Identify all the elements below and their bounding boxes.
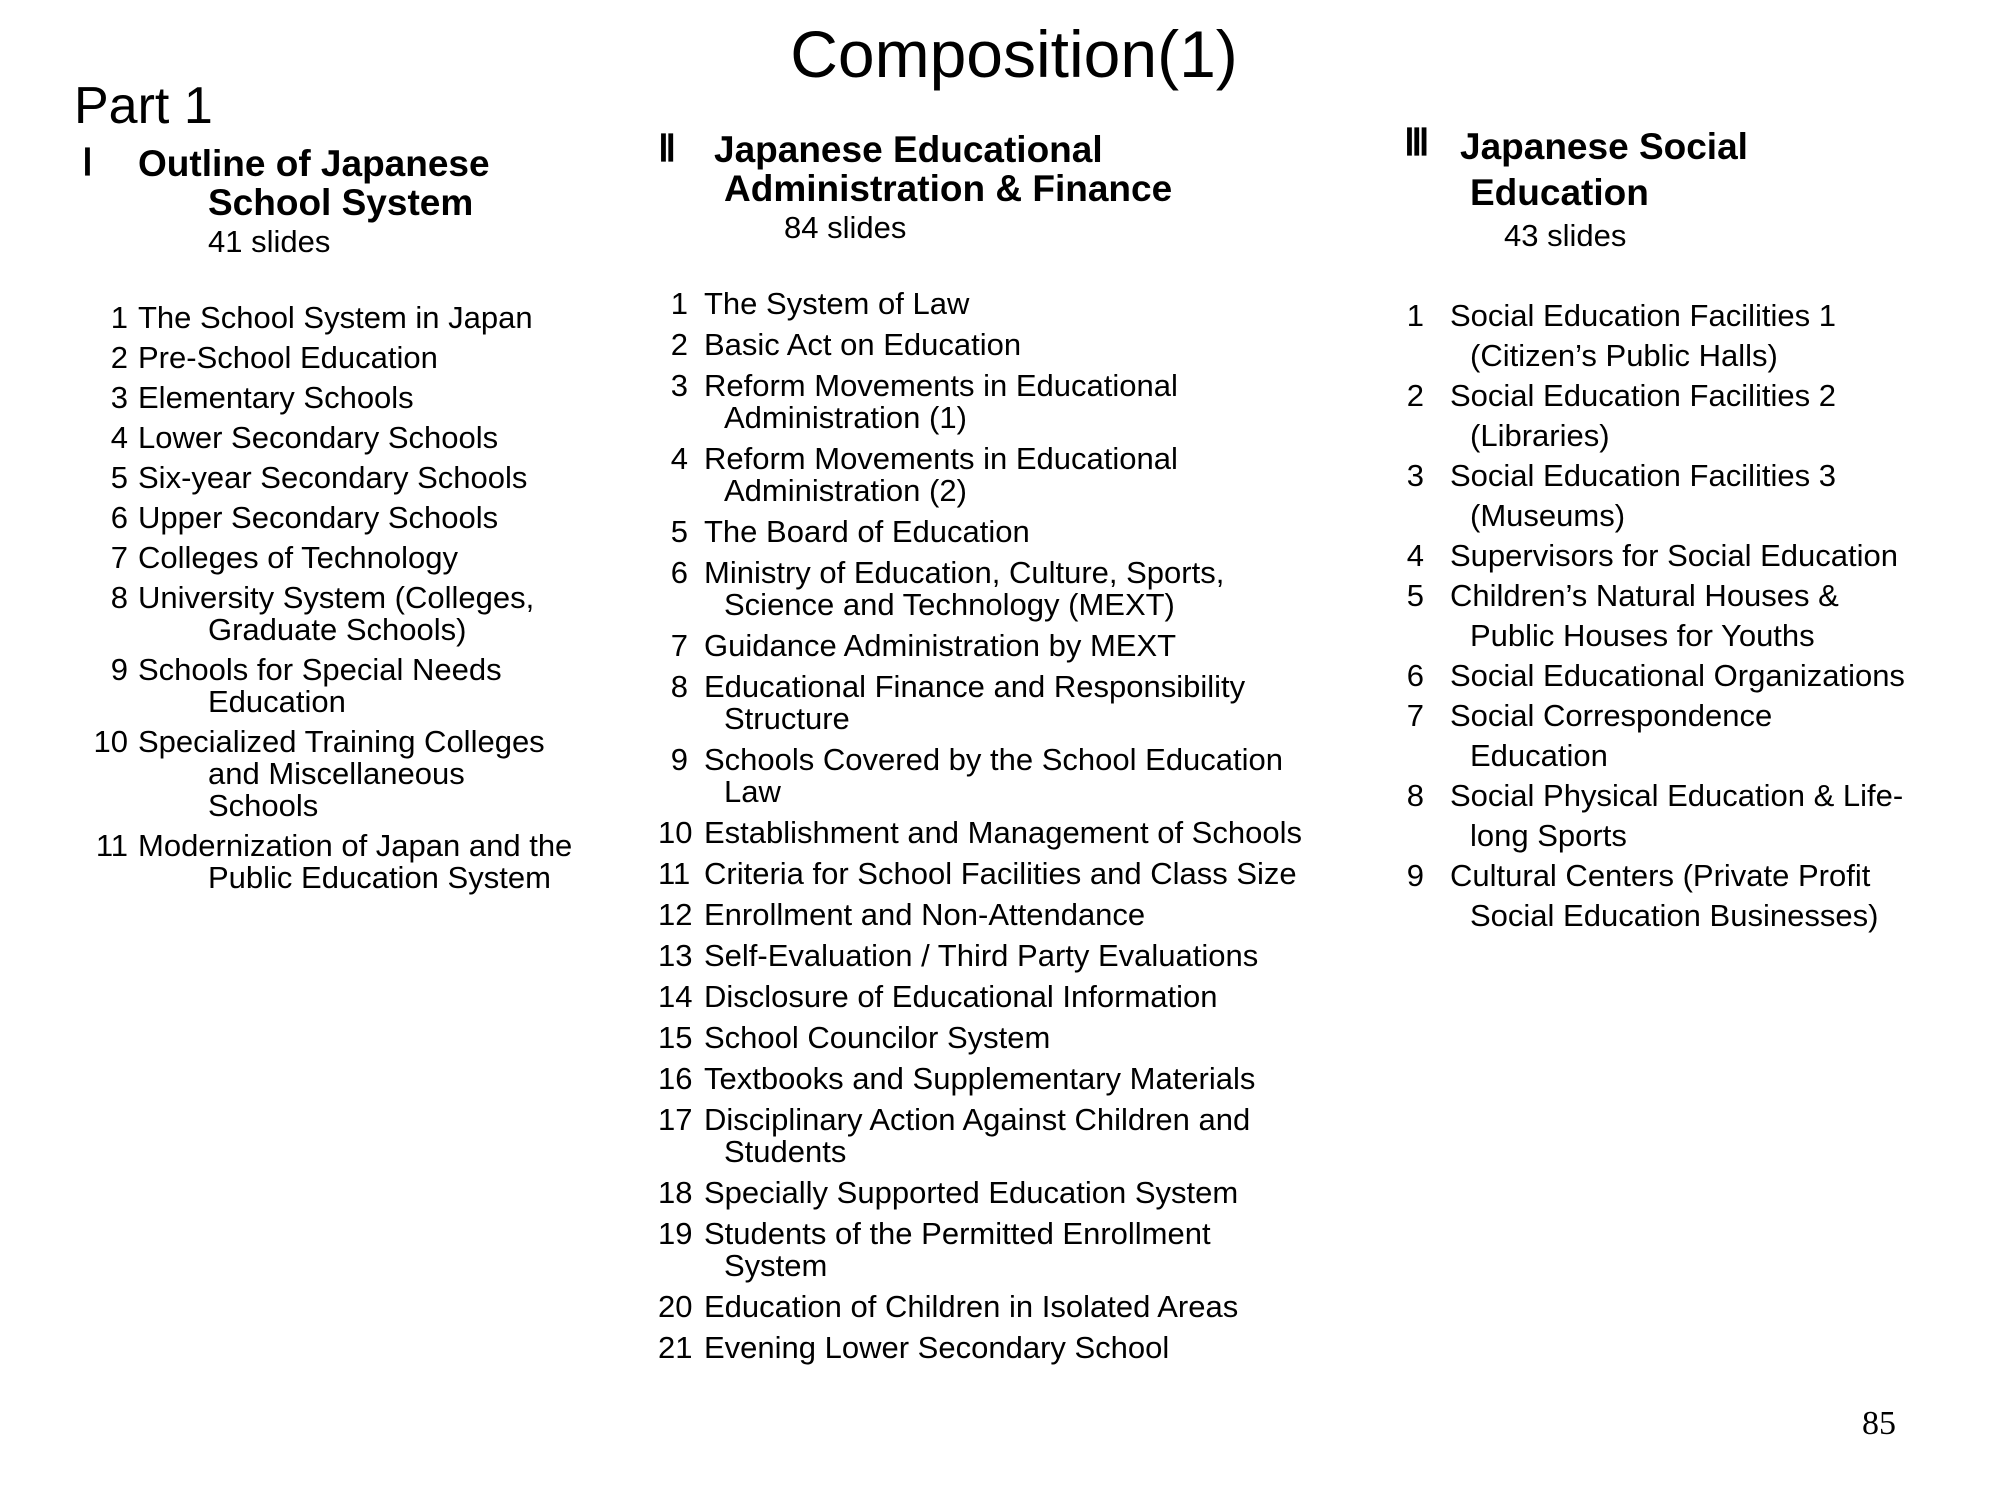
list-item — [82, 582, 622, 646]
section-2-heading — [658, 130, 1378, 208]
section-2-title-line1: Japanese Educational — [714, 129, 1103, 170]
section-2 — [658, 130, 1378, 1373]
list-item-text-continued: Social Education Businesses) — [1470, 898, 1879, 933]
list-item-number: 9 — [110, 652, 128, 687]
list-item-text: Upper Secondary Schools — [138, 500, 499, 535]
list-item-text: Colleges of Technology — [138, 540, 458, 575]
list-item-text: Reform Movements in Educational — [704, 368, 1178, 403]
list-item-text: Supervisors for Social Education — [1450, 538, 1899, 573]
list-item — [658, 1104, 1378, 1168]
list-item-text-continued: Public Education System — [208, 860, 551, 895]
page-title: Composition(1) — [790, 17, 1238, 91]
list-item-text: Modernization of Japan and the — [138, 828, 573, 863]
list-item-number: 17 — [658, 1102, 693, 1137]
list-item-number: 16 — [658, 1061, 693, 1096]
list-item — [658, 288, 1378, 320]
list-item-number: 3 — [110, 380, 128, 415]
section-1-slide-count: 41 slides — [208, 224, 331, 259]
list-item-number: 2 — [670, 327, 688, 362]
list-item-text: Reform Movements in Educational — [704, 441, 1178, 476]
list-item-text-continued: Education — [1470, 738, 1608, 773]
list-item-number: 5 — [110, 460, 128, 495]
list-item-number: 8 — [670, 669, 688, 704]
list-item-text: Elementary Schools — [138, 380, 414, 415]
list-item — [658, 370, 1378, 434]
list-item — [658, 671, 1378, 735]
list-item — [1404, 776, 1984, 856]
section-1-heading — [82, 144, 622, 222]
list-item-text: Social Correspondence — [1450, 698, 1773, 733]
list-item-text: The System of Law — [704, 286, 970, 321]
list-item — [1404, 376, 1984, 456]
list-item-text: Social Physical Education & Life- — [1450, 778, 1904, 813]
list-item-text: Disclosure of Educational Information — [704, 979, 1218, 1014]
list-item — [658, 1291, 1378, 1323]
list-item-number: 9 — [670, 742, 688, 777]
list-item — [1404, 536, 1984, 576]
list-item — [1404, 656, 1984, 696]
list-item-number: 10 — [93, 724, 128, 759]
list-item-number: 6 — [110, 500, 128, 535]
list-item-number: 7 — [670, 628, 688, 663]
list-item — [82, 830, 622, 894]
list-item-number: 6 — [670, 555, 688, 590]
list-item-number: 18 — [658, 1175, 693, 1210]
list-item — [658, 940, 1378, 972]
list-item-number: 10 — [658, 815, 693, 850]
section-3-list — [1404, 296, 1984, 936]
list-item-text: Social Educational Organizations — [1450, 658, 1905, 693]
list-item — [1404, 696, 1984, 776]
list-item-text-continued: Schools — [208, 788, 319, 823]
list-item-number: 4 — [1406, 538, 1424, 573]
list-item — [658, 858, 1378, 890]
list-item-text: Social Education Facilities 1 — [1450, 298, 1836, 333]
list-item-text-continued: Students — [724, 1134, 847, 1169]
list-item-text-continued: Graduate Schools) — [208, 612, 467, 647]
list-item-text-continued: (Museums) — [1470, 498, 1626, 533]
list-item — [658, 744, 1378, 808]
section-2-list — [658, 288, 1378, 1364]
list-item-number: 14 — [658, 979, 693, 1014]
list-item — [82, 654, 622, 718]
list-item — [1404, 296, 1984, 376]
list-item-number: 7 — [110, 540, 128, 575]
section-3-numeral: Ⅲ — [1404, 123, 1430, 164]
list-item-text: Lower Secondary Schools — [138, 420, 499, 455]
page-number: 85 — [1862, 1405, 1896, 1442]
list-item-text: University System (Colleges, — [138, 580, 535, 615]
section-3-slide-count: 43 slides — [1504, 218, 1627, 253]
list-item-text: Specialized Training Colleges — [138, 724, 545, 759]
list-item-text-continued: (Citizen’s Public Halls) — [1470, 338, 1778, 373]
list-item — [658, 1177, 1378, 1209]
list-item — [82, 342, 622, 374]
list-item-text-continued: Public Houses for Youths — [1470, 618, 1815, 653]
section-2-title-line2: Administration & Finance — [724, 168, 1173, 209]
list-item-number: 8 — [1406, 778, 1424, 813]
list-item — [82, 422, 622, 454]
list-item-text: Education of Children in Isolated Areas — [704, 1289, 1239, 1324]
list-item — [658, 1063, 1378, 1095]
list-item — [82, 382, 622, 414]
list-item — [658, 630, 1378, 662]
list-item-text-continued: long Sports — [1470, 818, 1627, 853]
list-item — [82, 726, 622, 822]
list-item-number: 3 — [1406, 458, 1424, 493]
list-item-text-continued: Administration (1) — [724, 400, 967, 435]
section-2-slide-count: 84 slides — [784, 210, 907, 245]
list-item-text: Children’s Natural Houses & — [1450, 578, 1839, 613]
list-item-text-continued: and Miscellaneous — [208, 756, 465, 791]
list-item-number: 11 — [658, 856, 691, 891]
list-item-text: Enrollment and Non-Attendance — [704, 897, 1146, 932]
list-item-number: 11 — [95, 828, 128, 863]
list-item-text: Pre-School Education — [138, 340, 438, 375]
list-item — [82, 502, 622, 534]
section-3-heading — [1404, 124, 1984, 216]
list-item — [658, 443, 1378, 507]
section-1-numeral: Ⅰ — [82, 143, 93, 184]
list-item — [658, 1218, 1378, 1282]
list-item-text: Criteria for School Facilities and Class Size — [704, 856, 1297, 891]
section-3 — [1404, 124, 1984, 936]
list-item-number: 6 — [1406, 658, 1424, 693]
list-item-number: 9 — [1406, 858, 1424, 893]
list-item-text-continued: (Libraries) — [1470, 418, 1610, 453]
list-item — [82, 302, 622, 334]
list-item-text: Schools Covered by the School Education — [704, 742, 1284, 777]
list-item-number: 5 — [670, 514, 688, 549]
list-item-number: 8 — [110, 580, 128, 615]
list-item-text: School Councilor System — [704, 1020, 1051, 1055]
list-item-text: Social Education Facilities 2 — [1450, 378, 1836, 413]
list-item — [1404, 576, 1984, 656]
list-item — [82, 462, 622, 494]
list-item-number: 4 — [110, 420, 128, 455]
list-item — [658, 1332, 1378, 1364]
list-item-text-continued: Science and Technology (MEXT) — [724, 587, 1175, 622]
list-item-text: Textbooks and Supplementary Materials — [704, 1061, 1256, 1096]
list-item — [658, 516, 1378, 548]
list-item — [658, 899, 1378, 931]
list-item-number: 7 — [1406, 698, 1424, 733]
list-item-number: 2 — [1406, 378, 1424, 413]
list-item — [658, 557, 1378, 621]
list-item-number: 19 — [658, 1216, 693, 1251]
section-1-title-line2: School System — [208, 182, 474, 223]
list-item-text: Ministry of Education, Culture, Sports, — [704, 555, 1225, 590]
list-item-number: 1 — [670, 286, 688, 321]
list-item-text: Evening Lower Secondary School — [704, 1330, 1170, 1365]
list-item-text-continued: Administration (2) — [724, 473, 967, 508]
list-item-text: Social Education Facilities 3 — [1450, 458, 1836, 493]
list-item-number: 12 — [658, 897, 693, 932]
part-label: Part 1 — [74, 77, 213, 135]
list-item — [82, 542, 622, 574]
section-1 — [82, 144, 622, 902]
list-item-number: 1 — [1406, 298, 1424, 333]
list-item-text: Guidance Administration by MEXT — [704, 628, 1177, 663]
list-item-text: Schools for Special Needs — [138, 652, 502, 687]
list-item-text: Self-Evaluation / Third Party Evaluations — [704, 938, 1259, 973]
list-item-text: Educational Finance and Responsibility — [704, 669, 1246, 704]
list-item-number: 20 — [658, 1289, 693, 1324]
list-item-text-continued: System — [724, 1248, 828, 1283]
list-item-text: Specially Supported Education System — [704, 1175, 1239, 1210]
list-item-text-continued: Structure — [724, 701, 850, 736]
list-item-text: Establishment and Management of Schools — [704, 815, 1302, 850]
list-item-number: 21 — [658, 1330, 693, 1365]
list-item-text: The School System in Japan — [138, 300, 533, 335]
list-item-number: 1 — [110, 300, 128, 335]
list-item — [1404, 456, 1984, 536]
list-item-text: Basic Act on Education — [704, 327, 1022, 362]
list-item-number: 15 — [658, 1020, 693, 1055]
list-item — [1404, 856, 1984, 936]
section-3-title-line2: Education — [1470, 172, 1649, 213]
list-item-number: 13 — [658, 938, 693, 973]
list-item-text: Six-year Secondary Schools — [138, 460, 528, 495]
list-item-number: 2 — [110, 340, 128, 375]
list-item-text: Cultural Centers (Private Profit — [1450, 858, 1871, 893]
section-3-title-line1: Japanese Social — [1460, 126, 1748, 167]
list-item — [658, 981, 1378, 1013]
list-item-number: 4 — [670, 441, 688, 476]
list-item-text: The Board of Education — [704, 514, 1030, 549]
section-2-numeral: Ⅱ — [658, 129, 677, 170]
list-item-text-continued: Education — [208, 684, 346, 719]
list-item-text: Students of the Permitted Enrollment — [704, 1216, 1211, 1251]
list-item-text: Disciplinary Action Against Children and — [704, 1102, 1251, 1137]
list-item — [658, 817, 1378, 849]
list-item-text-continued: Law — [724, 774, 781, 809]
list-item-number: 3 — [670, 368, 688, 403]
list-item — [658, 1022, 1378, 1054]
section-1-title-line1: Outline of Japanese — [138, 143, 490, 184]
section-1-list — [82, 302, 622, 894]
list-item-number: 5 — [1406, 578, 1424, 613]
list-item — [658, 329, 1378, 361]
